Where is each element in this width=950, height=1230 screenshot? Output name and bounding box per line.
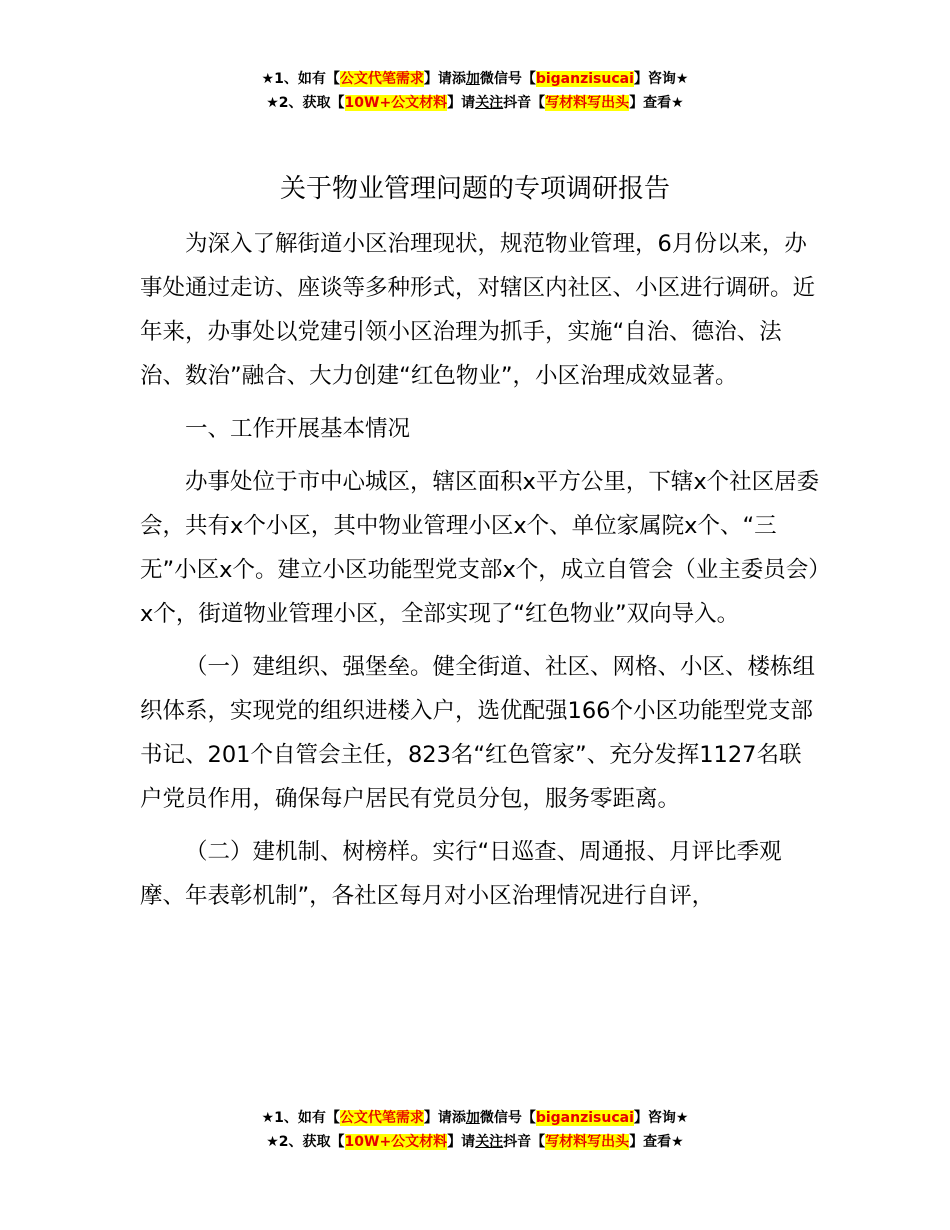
banner-text: 】请 bbox=[447, 95, 476, 111]
banner-text: 抖音【 bbox=[503, 95, 546, 111]
banner-line-1 bbox=[0, 67, 950, 91]
banner-line-2 bbox=[0, 1130, 950, 1154]
banner-text: 微信号【 bbox=[479, 1110, 536, 1126]
banner-line-2 bbox=[0, 91, 950, 115]
banner-text: 】咨询★ bbox=[633, 1110, 689, 1126]
banner-highlight-wechat: biganzisucai bbox=[535, 1110, 634, 1126]
paragraph-organization: （一）建组织、强堡垒。健全街道、社区、网格、小区、楼栋组织体系，实现党的组织进楼入户，选优配强166个小区功能型党支部书记、201个自管会主任，823名“红色管家”、充分发挥1127名联户党员作用，确保每户居民有党员分包，服务零距离。 bbox=[140, 654, 816, 812]
banner-text: 】请添 bbox=[423, 1110, 466, 1126]
banner-text: ★2、获取【 bbox=[266, 1134, 345, 1150]
banner-underlined: 关注 bbox=[475, 1134, 504, 1150]
banner-highlight-materials: 10W+公文材料 bbox=[344, 1134, 448, 1150]
banner-text: 微信号【 bbox=[479, 71, 536, 87]
paragraph-intro: 为深入了解街道小区治理现状，规范物业管理，6月份以来，办事处通过走访、座谈等多种形式，对辖区内社区、小区进行调研。近年来，办事处以党建引领小区治理为抓手，实施“自治、德治、法治、数治”融合、大力创建“红色物业”，小区治理成效显著。 bbox=[140, 231, 816, 389]
banner-text: 】咨询★ bbox=[633, 71, 689, 87]
document-title: 关于物业管理问题的专项调研报告 bbox=[279, 174, 670, 204]
footer-banner bbox=[0, 1106, 950, 1154]
banner-text: 】请添 bbox=[423, 71, 466, 87]
banner-text: ★1、如有【 bbox=[261, 71, 340, 87]
banner-text: 】请 bbox=[447, 1134, 476, 1150]
banner-underlined: 加 bbox=[465, 71, 480, 87]
banner-highlight-service: 公文代笔需求 bbox=[339, 1110, 424, 1126]
banner-text: 】查看★ bbox=[629, 1134, 684, 1150]
banner-text: 抖音【 bbox=[503, 1134, 546, 1150]
banner-underlined: 加 bbox=[465, 1110, 480, 1126]
document-body bbox=[140, 222, 820, 927]
banner-highlight-wechat: biganzisucai bbox=[535, 71, 634, 87]
banner-highlight-materials: 10W+公文材料 bbox=[344, 95, 448, 111]
paragraph-mechanism: （二）建机制、树榜样。实行“日巡查、周通报、月评比季观摩、年表彰机制”，各社区每月对小区治理情况进行自评， bbox=[140, 839, 782, 909]
header-banner bbox=[0, 67, 950, 115]
banner-highlight-service: 公文代笔需求 bbox=[339, 71, 424, 87]
section-heading: 一、工作开展基本情况 bbox=[185, 416, 411, 442]
banner-highlight-douyin: 写材料写出头 bbox=[545, 1134, 630, 1150]
banner-line-1 bbox=[0, 1106, 950, 1130]
banner-text: ★2、获取【 bbox=[266, 95, 345, 111]
paragraph-overview: 办事处位于市中心城区，辖区面积x平方公里，下辖x个社区居委会，共有x个小区，其中物业管理小区x个、单位家属院x个、“三无”小区x个。建立小区功能型党支部x个，成立自管会（业主委员会）x个，街道物业管理小区，全部实现了“红色物业”双向导入。 bbox=[140, 469, 820, 627]
banner-text: 】查看★ bbox=[629, 95, 684, 111]
banner-text: ★1、如有【 bbox=[261, 1110, 340, 1126]
banner-highlight-douyin: 写材料写出头 bbox=[545, 95, 630, 111]
banner-underlined: 关注 bbox=[475, 95, 504, 111]
